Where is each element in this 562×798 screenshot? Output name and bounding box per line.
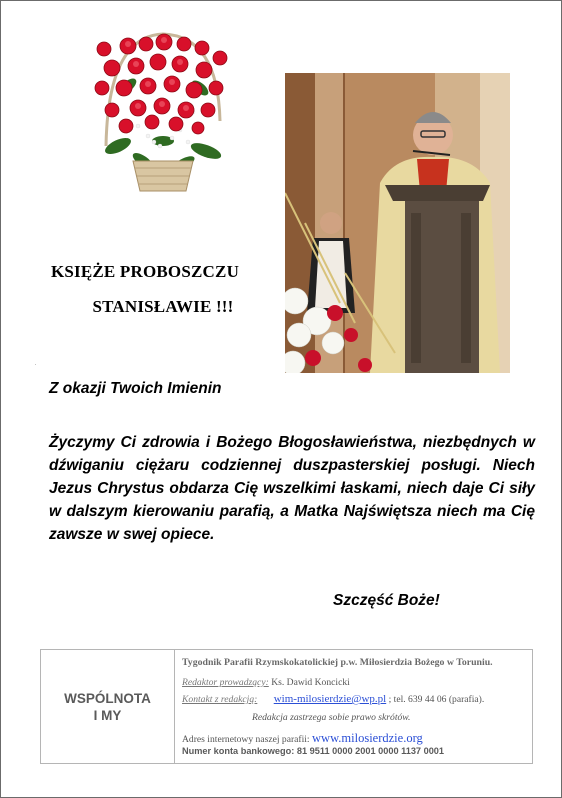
editor-name: Ks. Dawid Koncicki: [271, 677, 350, 688]
website-line: [182, 731, 423, 746]
website-label: Adres internetowy naszej parafii:: [182, 734, 310, 745]
account-label: Numer konta bankowego:: [182, 746, 295, 756]
publication-title: Tygodnik Parafii Rzymskokatolickiej p.w. Miłosierdzia Bożego w Toruniu.: [182, 657, 493, 668]
editor-line: [182, 677, 350, 688]
brand-line-2: I MY: [93, 707, 122, 723]
email-link[interactable]: wim-milosierdzie@wp.pl: [273, 693, 387, 705]
priest-photo: [285, 73, 510, 373]
decorative-dot-icon: ·: [34, 359, 37, 369]
headline-line-1: KSIĘŻE PROBOSZCZU: [50, 262, 240, 281]
contact-line: [182, 693, 484, 705]
phone-text: ; tel. 639 44 06 (parafia).: [388, 694, 485, 705]
brand-line-1: WSPÓLNOTA: [64, 690, 151, 706]
account-number: 81 9511 0000 2001 0000 1137 0001: [296, 746, 445, 756]
footer-box: [40, 649, 533, 764]
editor-label: Redaktor prowadzący:: [182, 677, 269, 688]
website-link[interactable]: www.milosierdzie.org: [312, 731, 423, 745]
account-line: [182, 746, 444, 756]
rose-bouquet-image: [88, 26, 238, 196]
blessing-text: Szczęść Boże!: [333, 592, 440, 609]
headline-line-2: STANISŁAWIE !!!: [92, 297, 234, 316]
contact-label: Kontakt z redakcją:: [182, 694, 258, 705]
wishes-paragraph: Życzymy Ci zdrowia i Bożego Błogosławieństwa, niezbędnych w dźwiganiu ciężaru codziennej duszpasterskiej posługi. Niech Jezus Chrystus obdarza Cię wszelkimi łaskami, niech daje Ci siły w dalszym kierowaniu parafią, a Matka Najświętsza niech ma Cię zawsze w swej opiece.: [49, 434, 535, 543]
editorial-note: Redakcja zastrzega sobie prawo skrótów.: [252, 712, 411, 723]
footer-brand: [41, 650, 175, 763]
occasion-text: Z okazji Twoich Imienin: [49, 380, 222, 397]
